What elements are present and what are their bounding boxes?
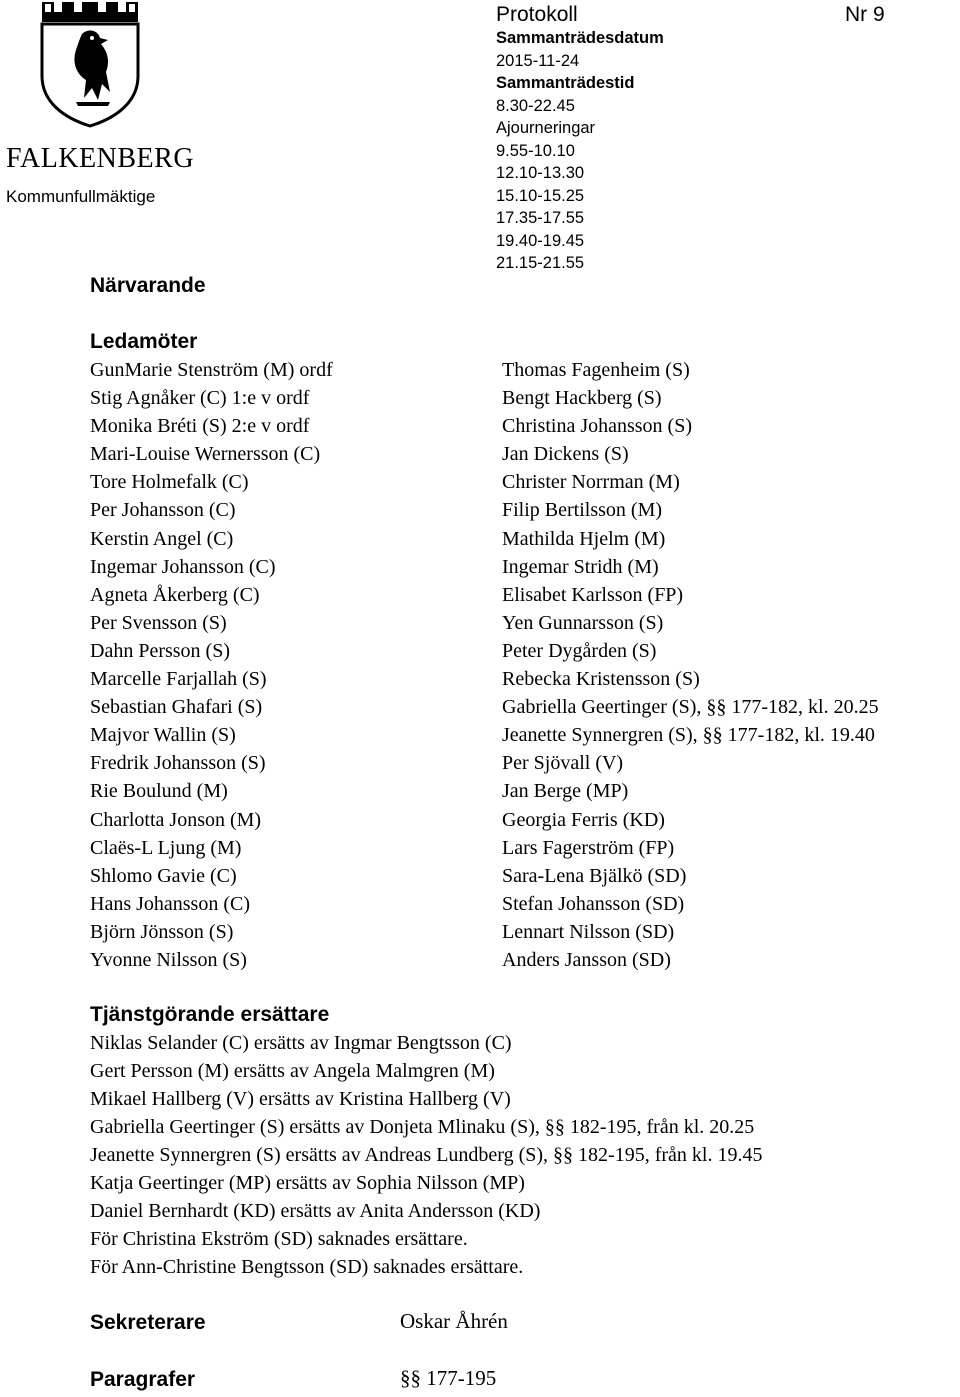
break-item: 19.40-19.45: [496, 231, 585, 250]
member-item: Majvor Wallin (S): [90, 724, 236, 747]
breaks-label: Ajourneringar: [496, 119, 596, 137]
member-item: Yen Gunnarsson (S): [502, 611, 664, 634]
break-item: 21.15-21.55: [496, 254, 585, 272]
substitute-item: Katja Geertinger (MP) ersätts av Sophia Nilsson (MP): [90, 1172, 525, 1194]
member-item: Sebastian Ghafari (S): [90, 696, 263, 719]
member-item: Ingemar Stridh (M): [502, 555, 659, 578]
member-item: Björn Jönsson (S): [90, 920, 234, 943]
member-item: Mathilda Hjelm (M): [502, 527, 666, 550]
member-item: Per Svensson (S): [90, 611, 227, 634]
members-left-list: [90, 356, 333, 974]
secretary-name: Oskar Åhrén: [400, 1309, 508, 1333]
member-item: Lennart Nilsson (SD): [502, 920, 675, 943]
break-item: 17.35-17.55: [496, 209, 585, 227]
member-item: Anders Jansson (SD): [502, 948, 671, 971]
secretary-label: Sekreterare: [90, 1311, 206, 1334]
members-right-list: [502, 356, 879, 974]
member-item: Ingemar Johansson (C): [90, 555, 276, 578]
substitute-item: Mikael Hallberg (V) ersätts av Kristina Hallberg (V): [90, 1088, 511, 1110]
time-value: 8.30-22.45: [496, 96, 575, 115]
member-item: Bengt Hackberg (S): [502, 387, 662, 410]
member-item: Marcelle Farjallah (S): [90, 668, 267, 691]
meeting-meta: [496, 27, 664, 275]
date-label: Sammanträdesdatum: [496, 29, 664, 47]
member-item: Stefan Johansson (SD): [502, 892, 685, 915]
member-item: Shlomo Gavie (C): [90, 864, 237, 887]
substitute-item: Daniel Bernhardt (KD) ersätts av Anita Andersson (KD): [90, 1200, 541, 1222]
member-item: Yvonne Nilsson (S): [90, 948, 247, 971]
member-item: Tore Holmefalk (C): [90, 471, 249, 494]
member-item: Hans Johansson (C): [90, 892, 250, 915]
coat-of-arms-logo: [38, 0, 142, 128]
member-item: Jeanette Synnergren (S), §§ 177-182, kl. 19.40: [502, 724, 875, 747]
break-item: 12.10-13.30: [496, 164, 585, 182]
member-item: Thomas Fagenheim (S): [502, 359, 690, 381]
members-heading: Ledamöter: [90, 330, 198, 353]
member-item: Gabriella Geertinger (S), §§ 177-182, kl. 20.25: [502, 696, 879, 719]
member-item: Monika Bréti (S) 2:e v ordf: [90, 415, 310, 438]
member-item: Mari-Louise Wernersson (C): [90, 443, 321, 466]
substitute-item: Niklas Selander (C) ersätts av Ingmar Bengtsson (C): [90, 1032, 512, 1054]
member-item: Elisabet Karlsson (FP): [502, 583, 684, 606]
member-item: Per Sjövall (V): [502, 752, 624, 775]
substitute-item: Gert Persson (M) ersätts av Angela Malmgren (M): [90, 1060, 495, 1082]
member-item: Peter Dygården (S): [502, 639, 657, 662]
paragraphs-label: Paragrafer: [90, 1368, 196, 1391]
break-item: 15.10-15.25: [496, 186, 585, 205]
member-item: Jan Dickens (S): [502, 443, 629, 466]
substitute-item: För Christina Ekström (SD) saknades ersättare.: [90, 1228, 468, 1250]
member-item: Georgia Ferris (KD): [502, 808, 665, 831]
substitute-item: Jeanette Synnergren (S) ersätts av Andreas Lundberg (S), §§ 182-195, från kl. 19.45: [90, 1144, 763, 1166]
paragraphs-value: §§ 177-195: [400, 1366, 497, 1390]
member-item: Rebecka Kristensson (S): [502, 668, 700, 691]
member-item: Filip Bertilsson (M): [502, 499, 663, 522]
document-type: Protokoll: [496, 3, 578, 26]
member-item: Sara-Lena Bjälkö (SD): [502, 864, 687, 887]
member-item: Jan Berge (MP): [502, 780, 629, 803]
break-item: 9.55-10.10: [496, 141, 575, 160]
member-item: Rie Boulund (M): [90, 780, 228, 803]
substitute-item: För Ann-Christine Bengtsson (SD) saknades ersättare.: [90, 1256, 524, 1278]
present-heading: Närvarande: [90, 274, 206, 297]
protocol-number: Nr 9: [845, 3, 885, 26]
member-item: Stig Agnåker (C) 1:e v ordf: [90, 387, 310, 410]
member-item: Claës-L Ljung (M): [90, 836, 242, 859]
time-label: Sammanträdestid: [496, 74, 635, 92]
member-item: Agneta Åkerberg (C): [90, 583, 260, 606]
substitutes-heading: Tjänstgörande ersättare: [90, 1003, 330, 1026]
member-item: GunMarie Stenström (M) ordf: [90, 359, 333, 381]
member-item: Kerstin Angel (C): [90, 527, 234, 550]
substitute-item: Gabriella Geertinger (S) ersätts av Donjeta Mlinaku (S), §§ 182-195, från kl. 20.25: [90, 1116, 755, 1138]
member-item: Fredrik Johansson (S): [90, 752, 266, 775]
member-item: Charlotta Jonson (M): [90, 808, 262, 831]
substitutes-list: [90, 1029, 762, 1281]
department-name: Kommunfullmäktige: [6, 187, 156, 206]
municipality-name: FALKENBERG: [6, 143, 195, 174]
member-item: Per Johansson (C): [90, 499, 236, 522]
member-item: Dahn Persson (S): [90, 639, 230, 662]
member-item: Christer Norrman (M): [502, 471, 680, 494]
member-item: Lars Fagerström (FP): [502, 836, 675, 859]
member-item: Christina Johansson (S): [502, 415, 692, 438]
date-value: 2015-11-24: [496, 51, 580, 70]
